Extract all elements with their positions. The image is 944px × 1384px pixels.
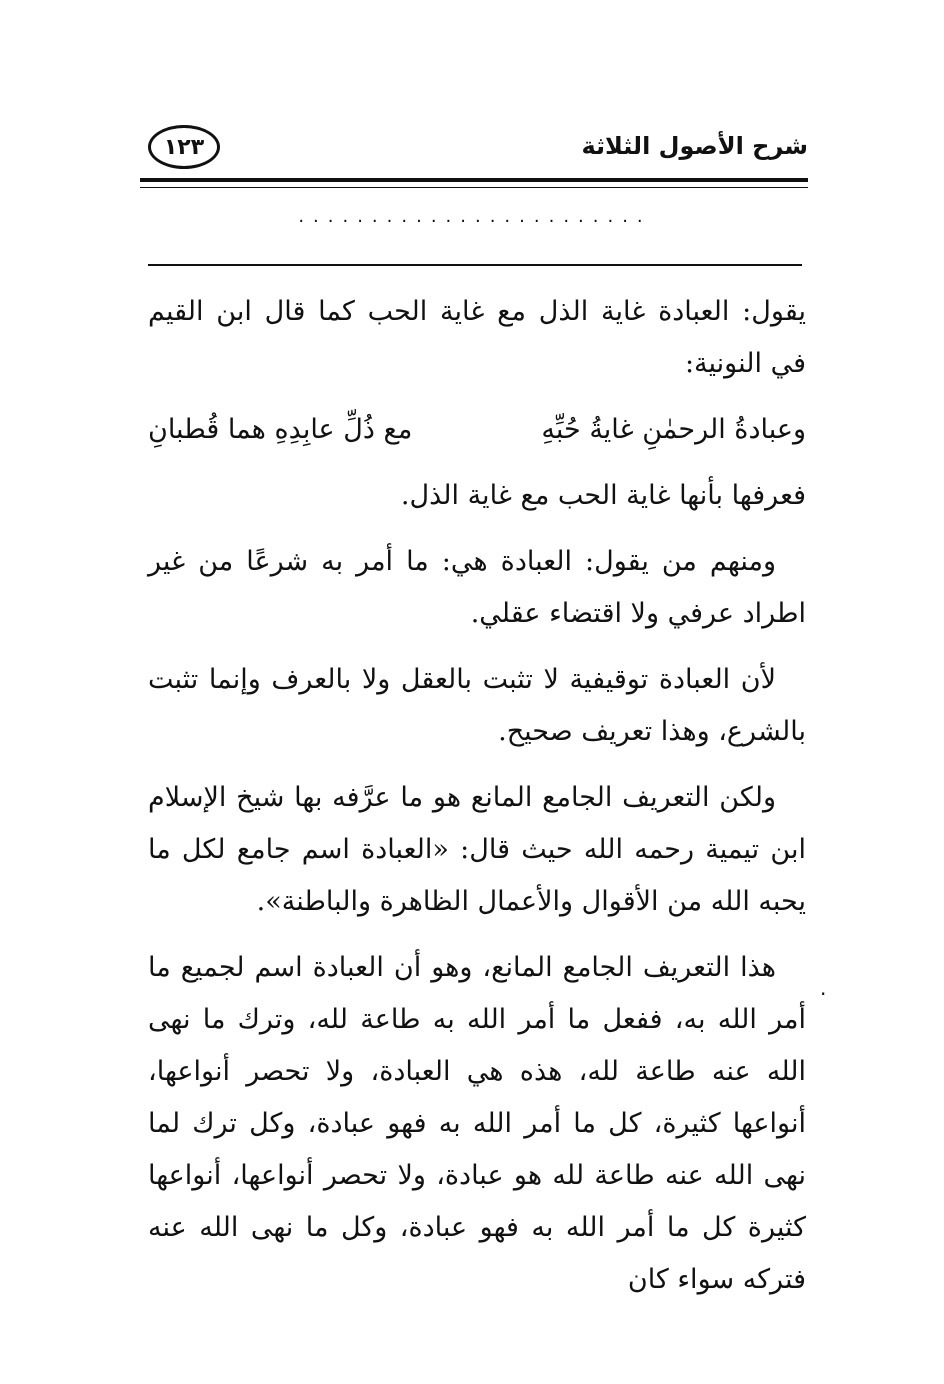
paragraph-1: يقول: العبادة غاية الذل مع غاية الحب كما قال ابن القيم في النونية:	[148, 296, 806, 379]
header-rule-thin	[140, 187, 808, 188]
paragraph-2: فعرفها بأنها غاية الحب مع غاية الذل.	[400, 480, 806, 511]
page-body	[148, 286, 806, 1320]
paragraph-5: ولكن التعريف الجامع المانع هو ما عرَّفه بها شيخ الإسلام ابن تيمية رحمه الله حيث قال: «العبادة اسم جامع لكل ما يحبه الله من الأقوال والأعمال الظاهرة والباطنة».	[148, 782, 806, 917]
verse-second-hemistich: مع ذُلِّ عابِدِهِ هما قُطبانِ	[148, 414, 413, 445]
page-number: ١٢٣	[148, 125, 220, 169]
header-rule-thick	[140, 178, 808, 182]
poetry-verse	[148, 404, 806, 456]
book-title: شرح الأصول الثلاثة	[581, 132, 808, 160]
section-separator	[148, 264, 802, 266]
ellipsis-line: ........................	[298, 206, 652, 227]
paragraph-3: ومنهم من يقول: العبادة هي: ما أمر به شرعًا من غير اطراد عرفي ولا اقتضاء عقلي.	[148, 546, 806, 629]
margin-dot: .	[820, 976, 827, 1000]
paragraph-6: هذا التعريف الجامع المانع، وهو أن العبادة اسم لجميع ما أمر الله به، ففعل ما أمر الله به طاعة لله، وترك ما نهى الله عنه طاعة لله، هذه هي العبادة، ولا تحصر أنواعها، أنواعها كثيرة، كل ما أمر الله به فهو عبادة، وكل ترك لما نهى الله عنه طاعة لله هو عبادة، ولا تحصر أنواعها، أنواعها كثيرة كل ما أمر الله به فهو عبادة، وكل ما نهى الله عنه فتركه سواء كان	[148, 952, 806, 1295]
paragraph-4: لأن العبادة توقيفية لا تثبت بالعقل ولا بالعرف وإنما تثبت بالشرع، وهذا تعريف صحيح.	[148, 664, 806, 747]
verse-first-hemistich: وعبادةُ الرحمٰنِ غايةُ حُبِّهِ	[541, 414, 806, 445]
